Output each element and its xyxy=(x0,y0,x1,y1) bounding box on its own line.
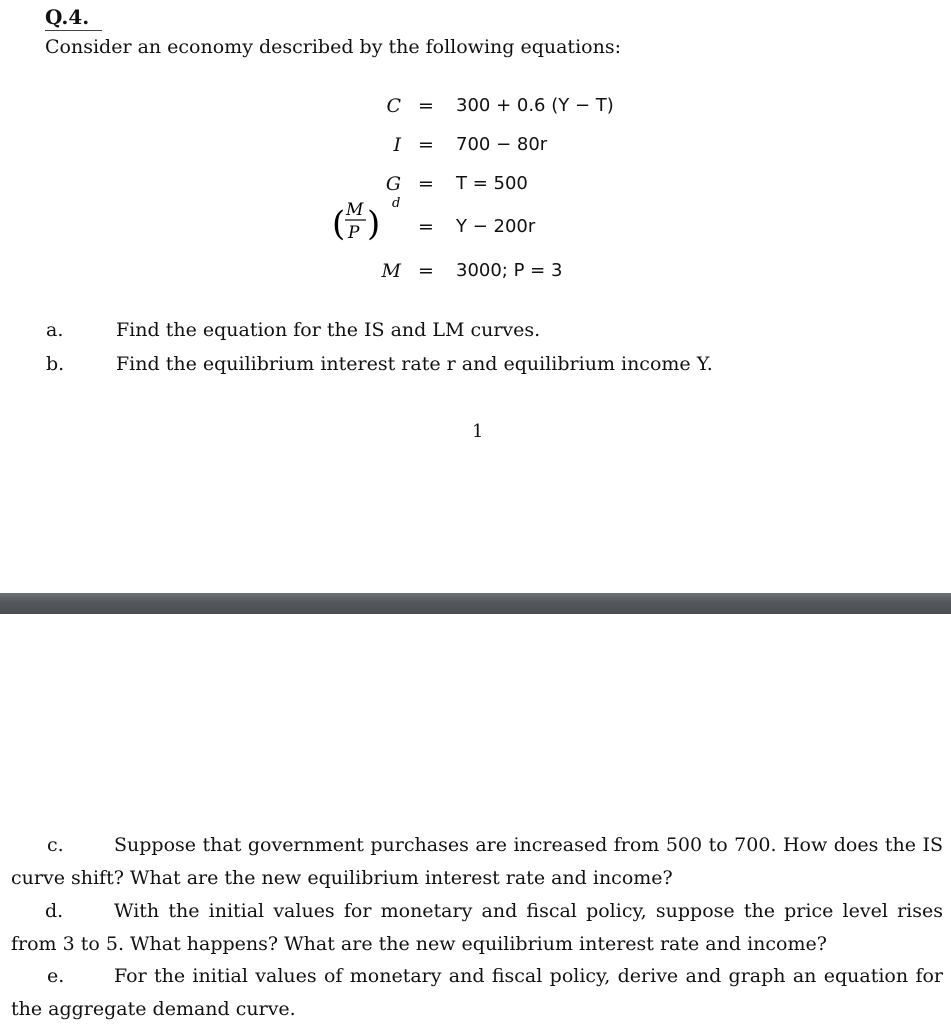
equals-sign: = xyxy=(418,260,434,282)
svg-text:(: ( xyxy=(332,204,346,244)
svg-text:P: P xyxy=(348,223,360,243)
money-demand-fraction xyxy=(330,194,410,254)
svg-text:M: M xyxy=(346,200,364,220)
equation-rhs: 700 − 80r xyxy=(456,134,548,155)
equation-money-demand xyxy=(0,196,951,246)
item-text: Suppose that government purchases are increased from 500 to 700. How does the IS curve shift? What are the new equilibrium interest rate and income? xyxy=(11,834,943,889)
item-label: d. xyxy=(45,900,64,922)
question-intro: Consider an economy described by the following equations: xyxy=(45,36,621,58)
question-item-e xyxy=(11,960,943,1026)
equation-money-supply xyxy=(0,260,951,290)
svg-text:): ) xyxy=(367,204,381,244)
equation-lhs: C xyxy=(386,95,401,117)
item-label: b. xyxy=(46,353,65,375)
question-item-c xyxy=(11,829,943,895)
equation-lhs: I xyxy=(393,134,401,156)
document-page-2 xyxy=(0,614,951,1024)
equals-sign: = xyxy=(418,95,434,117)
item-text: With the initial values for monetary and fiscal policy, suppose the price level rises from 3 to 5. What happens? What are the new equilibrium interest rate and income? xyxy=(11,900,943,955)
equals-sign: = xyxy=(418,173,434,195)
equation-rhs: 3000; P = 3 xyxy=(456,260,563,281)
page-number: 1 xyxy=(472,421,484,442)
equation-consumption xyxy=(0,95,951,125)
equation-lhs: G xyxy=(385,173,401,195)
item-text: Find the equilibrium interest rate r and equilibrium income Y. xyxy=(116,353,713,375)
question-item-d xyxy=(11,895,943,961)
equals-sign: = xyxy=(418,216,434,238)
svg-text:d: d xyxy=(392,196,401,211)
question-title: Q.4. xyxy=(45,5,102,31)
item-text: Find the equation for the IS and LM curves. xyxy=(116,319,541,341)
equals-sign: = xyxy=(418,134,434,156)
item-label: c. xyxy=(47,834,64,856)
equation-rhs: 300 + 0.6 (Y − T) xyxy=(456,95,614,116)
item-label: e. xyxy=(47,965,65,987)
equation-rhs: Y − 200r xyxy=(456,216,536,237)
page-separator xyxy=(0,593,951,614)
item-label: a. xyxy=(46,319,64,341)
equation-investment xyxy=(0,134,951,164)
equation-lhs: M xyxy=(381,260,401,282)
equation-rhs: T = 500 xyxy=(456,173,528,194)
item-text: For the initial values of monetary and fiscal policy, derive and graph an equation for the aggregate demand curve. xyxy=(11,965,943,1020)
equation-government xyxy=(0,173,951,203)
